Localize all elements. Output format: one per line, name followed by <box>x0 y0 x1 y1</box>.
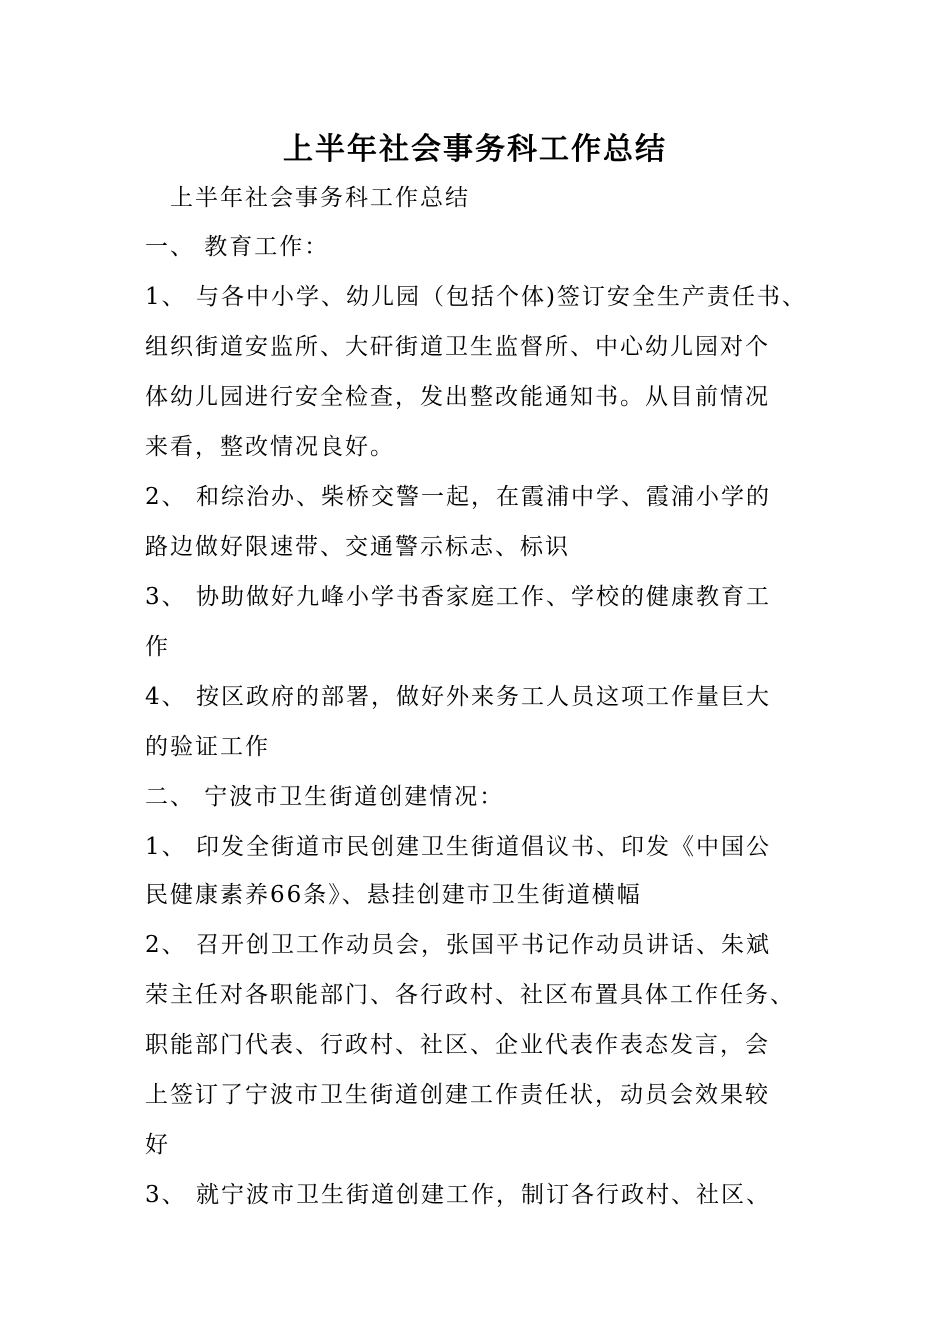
paragraph-line: 好 <box>145 1132 170 1158</box>
paragraph-line: 组织街道安监所、大矸街道卫生监督所、中心幼儿园对个 <box>145 334 770 360</box>
subtitle-line: 上半年社会事务科工作总结 <box>170 185 470 211</box>
section-heading-health-street: 二、 宁波市卫生街道创建情况： <box>145 784 505 810</box>
paragraph-line: 民健康素养66条》、悬挂创建市卫生街道横幅 <box>145 882 642 908</box>
paragraph-line: 的验证工作 <box>145 734 270 760</box>
paragraph-line: 3、 就宁波市卫生街道创建工作，制订各行政村、社区、 <box>145 1182 771 1208</box>
paragraph-line: 1、 与各中小学、幼儿园（包括个体)签订安全生产责任书、 <box>145 284 807 310</box>
paragraph-line: 路边做好限速带、交通警示标志、标识 <box>145 534 570 560</box>
section-heading-education: 一、 教育工作： <box>145 234 330 260</box>
paragraph-line: 作 <box>145 634 170 660</box>
document-title: 上半年社会事务科工作总结 <box>283 132 667 167</box>
paragraph-line: 3、 协助做好九峰小学书香家庭工作、学校的健康教育工 <box>145 584 771 610</box>
paragraph-line: 体幼儿园进行安全检查，发出整改能通知书。从目前情况 <box>145 384 770 410</box>
paragraph-line: 4、 按区政府的部署，做好外来务工人员这项工作量巨大 <box>145 684 771 710</box>
paragraph-line: 上签订了宁波市卫生街道创建工作责任状，动员会效果较 <box>145 1082 770 1108</box>
paragraph-line: 荣主任对各职能部门、各行政村、社区布置具体工作任务、 <box>145 982 795 1008</box>
paragraph-line: 2、 和综治办、柴桥交警一起，在霞浦中学、霞浦小学的 <box>145 484 771 510</box>
paragraph-line: 职能部门代表、行政村、社区、企业代表作表态发言，会 <box>145 1032 770 1058</box>
paragraph-line: 来看，整改情况良好。 <box>145 434 395 460</box>
paragraph-line: 2、 召开创卫工作动员会，张国平书记作动员讲话、朱斌 <box>145 932 771 958</box>
paragraph-line: 1、 印发全街道市民创建卫生街道倡议书、印发《中国公 <box>145 834 771 860</box>
